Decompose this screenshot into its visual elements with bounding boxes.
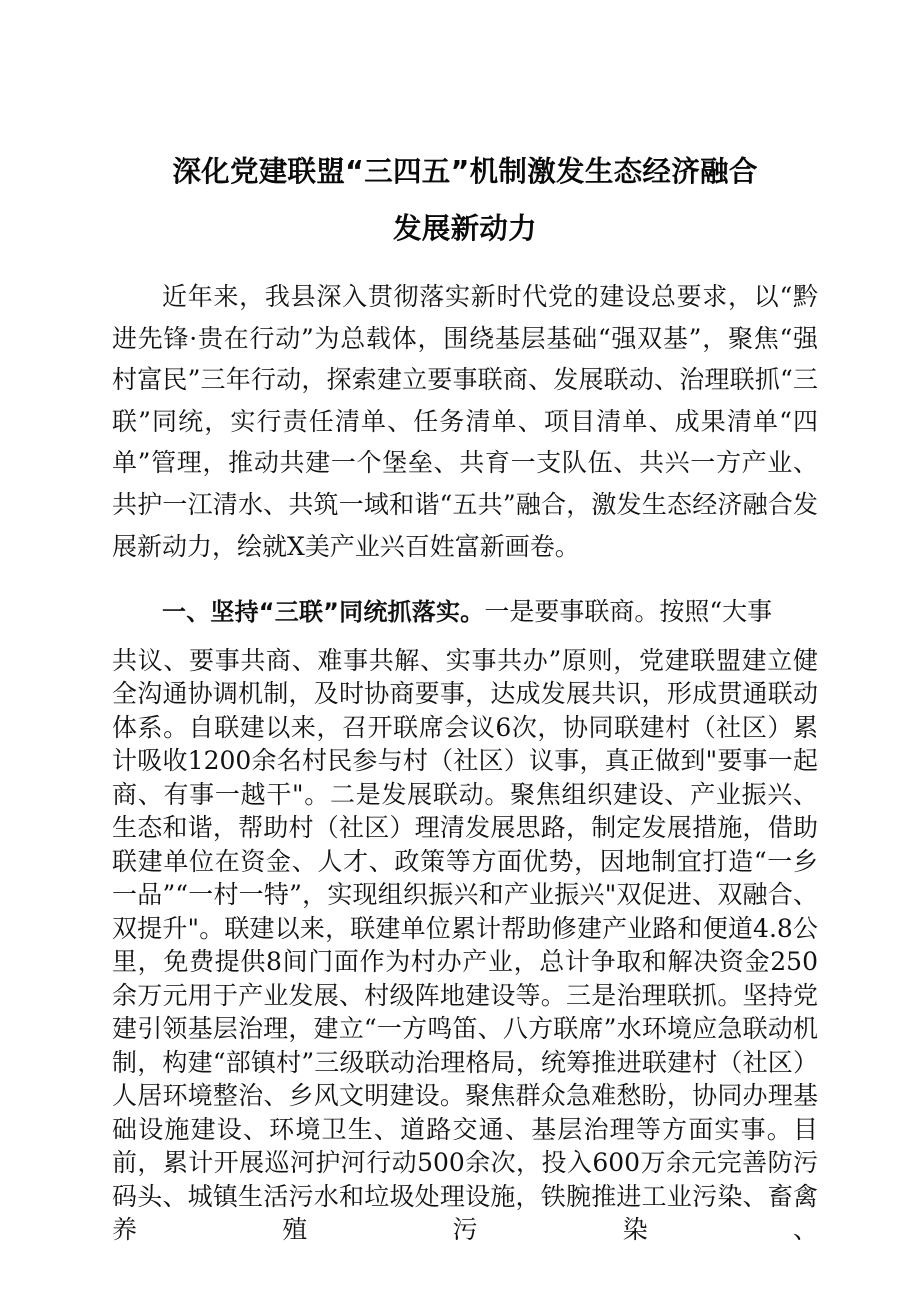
section-heading-label: 一、坚持“三联”同统抓落实。: [162, 598, 485, 627]
page-title-line-2: 发展新动力: [392, 212, 537, 245]
section-intro-text: 一是要事联商。按照“大事: [484, 597, 773, 627]
document-content-column: [112, 0, 818, 1247]
section-heading-paragraph: [112, 567, 818, 634]
body-paragraph: 共议、要事共商、难事共解、实事共办”原则，党建联盟建立健全沟通协调机制，及时协商要事，达成发展共识，形成贯通联动体系。自联建以来，召开联席会议6次，协同联建村（社区）累计吸收1200余名村民参与村（社区）议事，真正做到"要事一起商、有事一越干"。二是发展联动。聚焦组织建设、产业振兴、生态和谐，帮助村（社区）理清发展思路，制定发展措施，借助联建单位在资金、人才、政策等方面优势，因地制宜打造“一乡一品”“一村一特”，实现组织振兴和产业振兴"双促进、双融合、双提升"。联建以来，联建单位累计帮助修建产业路和便道4.8公里，免费提供8间门面作为村办产业，总计争取和解决资金250余万元用于产业发展、村级阵地建设等。三是治理联抓。坚持党建引领基层治理，建立“一方鸣笛、八方联席”水环境应急联动机制，构建“部镇村”三级联动治理格局，统筹推进联建村（社区）人居环境整治、乡风文明建设。聚焦群众急难愁盼，协同办理基础设施建设、环境卫生、道路交通、基层治理等方面实事。目前，累计开展巡河护河行动500余次，投入600万余元完善防污码头、城镇生活污水和垃圾处理设施，铁腕推进工业污染、畜禽养殖污染、: [112, 645, 818, 1245]
page-title-line-1: 深化党建联盟“三四五”机制激发生态经济融合: [172, 155, 758, 188]
lead-paragraph: 近年来，我县深入贯彻落实新时代党的建设总要求，以“黔进先锋·贵在行动”为总载体，围绕基层基础“强双基”，聚焦“强村富民”三年行动，探索建立要事联商、发展联动、治理联抓“三联”同统，实行责任清单、任务清单、项目清单、成果清单“四单”管理，推动共建一个堡垒、共育一支队伍、共兴一方产业、共护一江清水、共筑一域和谐“五共”融合，激发生态经济融合发展新动力，绘就X美产业兴百姓富新画卷。: [112, 282, 818, 561]
page-title: [112, 0, 818, 257]
